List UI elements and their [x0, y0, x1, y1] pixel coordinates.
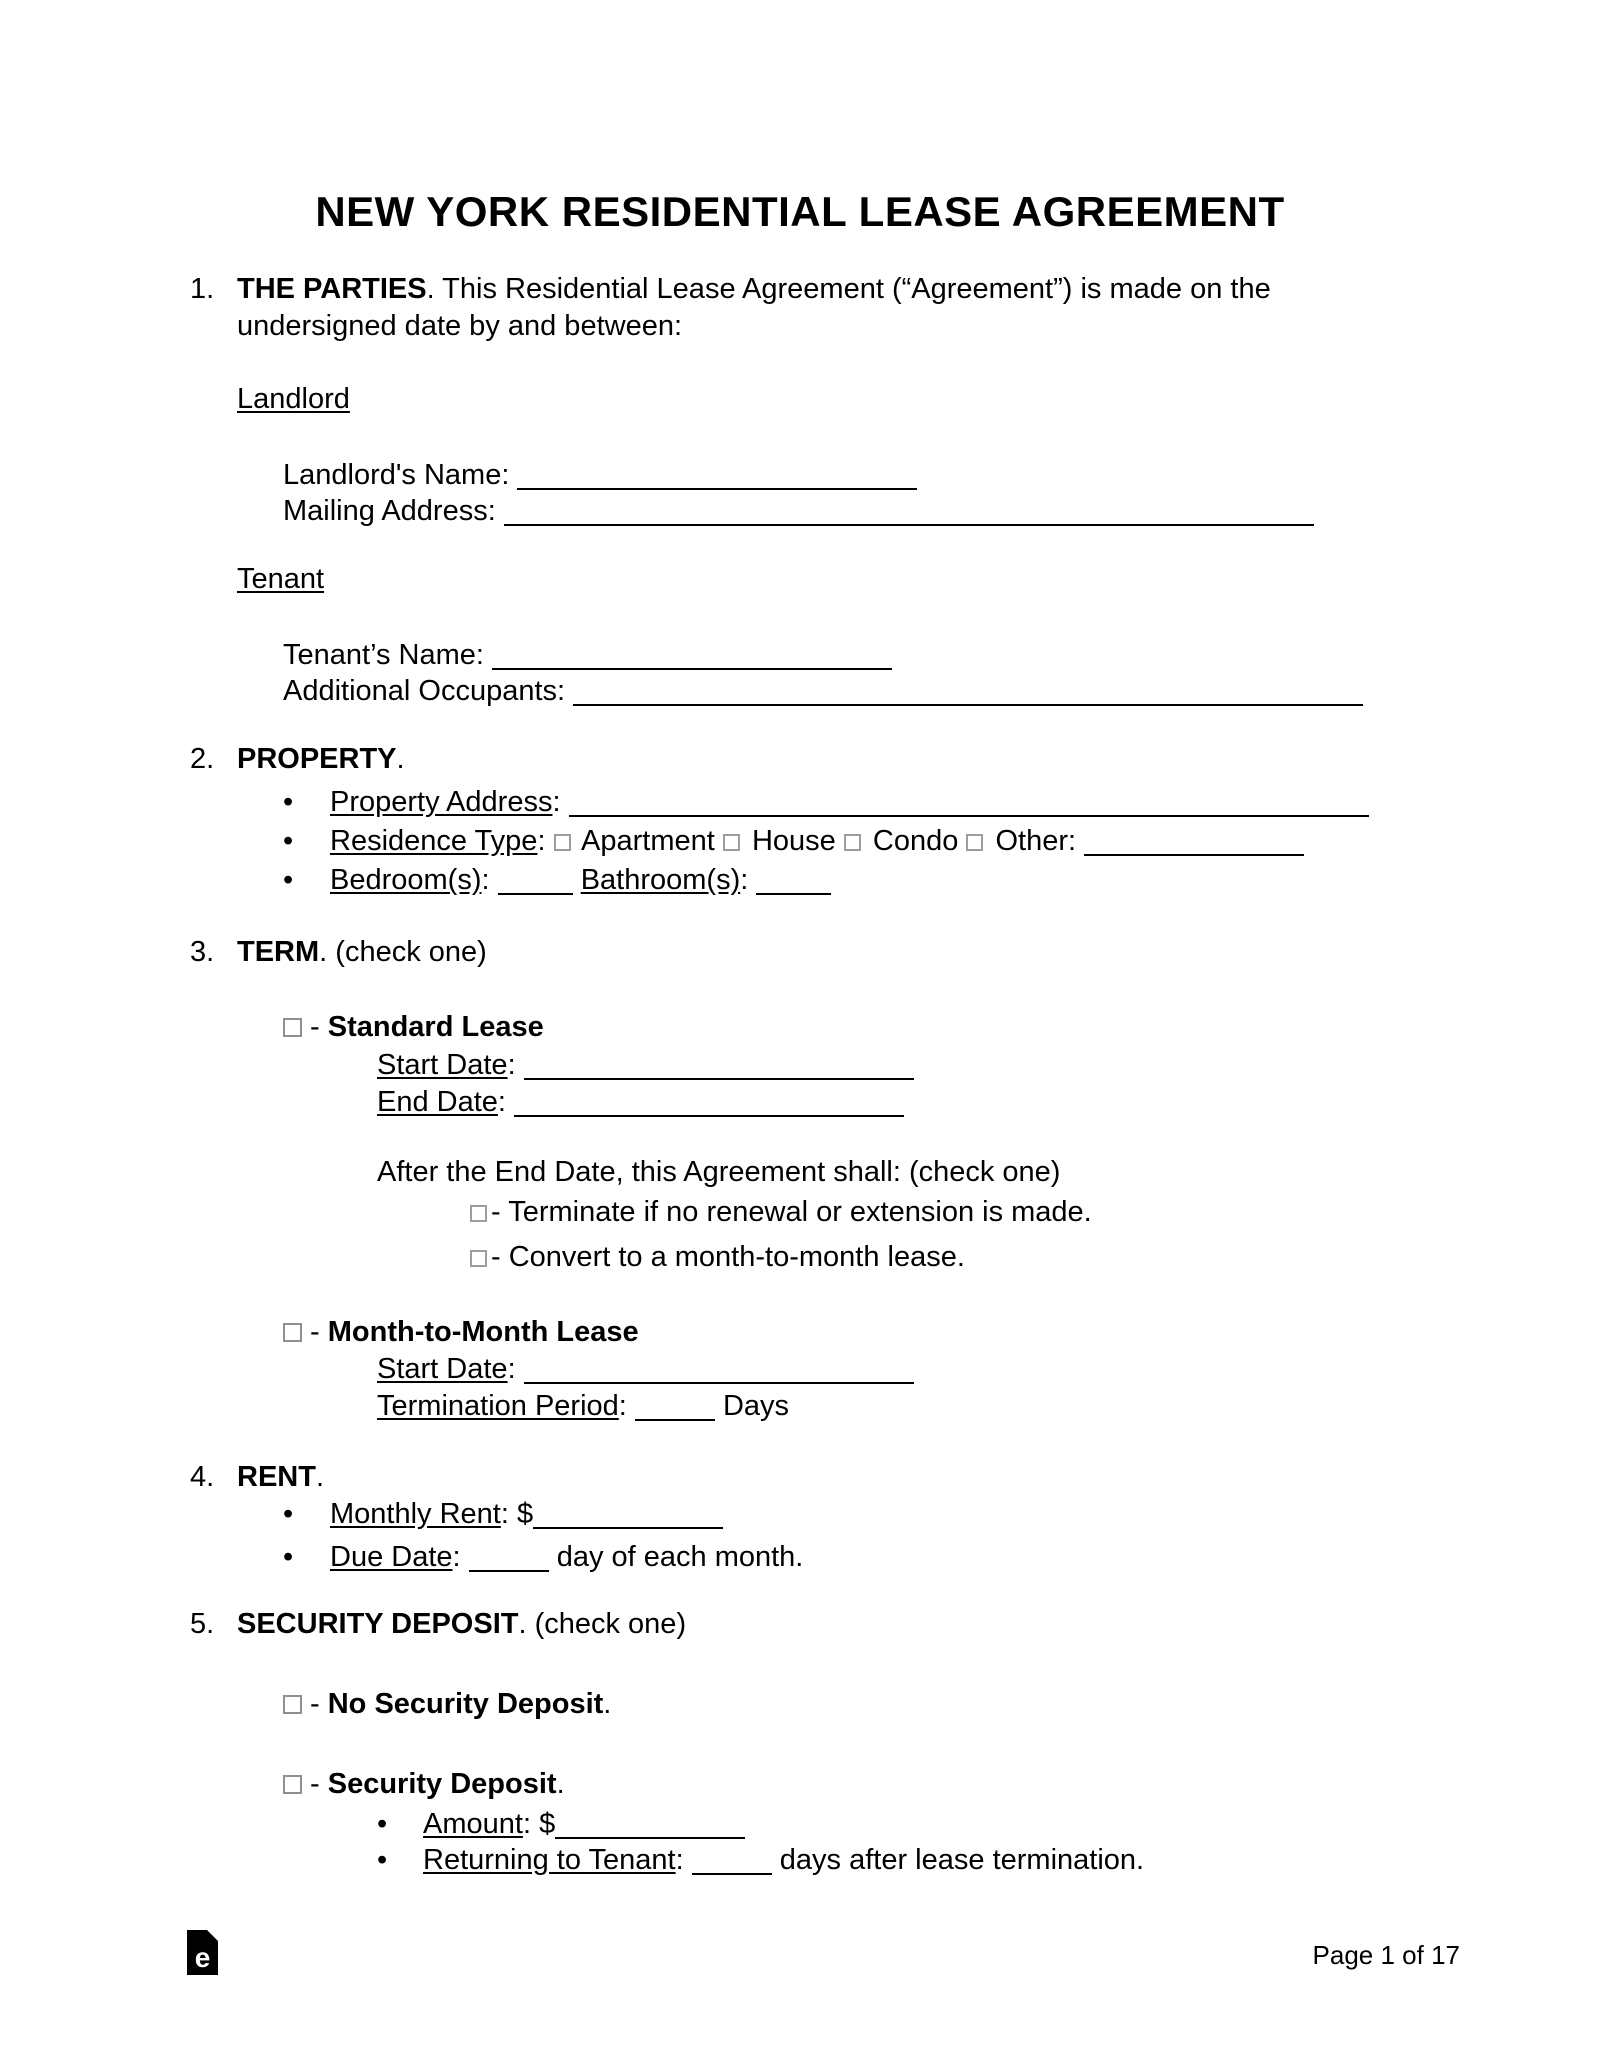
section-number: 1. — [190, 273, 215, 305]
section-heading: THE PARTIES — [237, 273, 427, 305]
section-body: . This Residential Lease Agreement (“Agreement”) is made on the undersigned date by and between: — [237, 273, 1271, 342]
monthly-rent-blank-field[interactable] — [533, 1527, 723, 1529]
standard-start-date-row — [377, 1047, 914, 1084]
section-number: 2. — [190, 743, 215, 775]
bullet-icon: • — [283, 1498, 294, 1530]
property-address-label: Property Address — [330, 786, 553, 818]
standard-start-date-blank-field[interactable] — [524, 1078, 914, 1080]
colon: : — [497, 1086, 506, 1118]
terminate-option-label: Terminate if no renewal or extension is made. — [508, 1196, 1092, 1228]
colon: : — [481, 864, 490, 896]
due-date-label: Due Date — [330, 1541, 453, 1573]
period: . — [556, 1768, 565, 1800]
standard-end-date-blank-field[interactable] — [514, 1115, 904, 1117]
colon: : — [452, 1541, 461, 1573]
colon: : — [522, 1808, 532, 1840]
section-heading-suffix: . — [315, 1461, 325, 1493]
m2m-start-date-blank-field[interactable] — [524, 1382, 914, 1384]
dash: - — [491, 1241, 501, 1273]
section-the-parties — [190, 271, 1422, 345]
bedrooms-blank-field[interactable] — [498, 893, 573, 895]
dollar-sign: $ — [539, 1808, 556, 1840]
landlord-name-blank-field[interactable] — [517, 488, 917, 490]
additional-occupants-label: Additional Occupants: — [283, 675, 566, 707]
convert-option-label: Convert to a month-to-month lease. — [508, 1241, 965, 1273]
dash: - — [310, 1316, 320, 1348]
due-date-blank-field[interactable] — [469, 1570, 549, 1572]
apartment-checkbox[interactable] — [554, 834, 571, 851]
condo-option-label: Condo — [872, 825, 959, 857]
page-number: Page 1 of 17 — [1312, 1940, 1460, 1970]
dash: - — [310, 1011, 320, 1043]
section-number: 4. — [190, 1461, 215, 1493]
dash: - — [310, 1768, 320, 1800]
dollar-sign: $ — [516, 1498, 534, 1530]
m2m-start-date-row — [377, 1351, 914, 1388]
mailing-address-blank-field[interactable] — [504, 524, 1314, 526]
landlord-heading-row — [237, 381, 350, 418]
end-date-label: End Date — [377, 1086, 498, 1118]
additional-occupants-row — [283, 673, 1363, 710]
monthly-rent-row — [283, 1496, 723, 1533]
mailing-address-label: Mailing Address: — [283, 495, 496, 527]
apartment-option-label: Apartment — [581, 825, 715, 857]
section-heading-suffix: . — [396, 743, 405, 775]
house-option-label: House — [751, 825, 836, 857]
security-deposit-checkbox[interactable] — [283, 1775, 302, 1794]
condo-checkbox[interactable] — [844, 834, 861, 851]
deposit-amount-row — [377, 1806, 745, 1843]
section-term — [190, 934, 487, 971]
bullet-icon: • — [283, 825, 294, 857]
no-security-deposit-row — [283, 1686, 611, 1723]
colon: : — [507, 1353, 516, 1385]
returning-to-tenant-label: Returning to Tenant — [423, 1844, 676, 1876]
tenant-heading-row — [237, 561, 324, 598]
terminate-option-row — [470, 1194, 1092, 1231]
bullet-icon: • — [377, 1808, 388, 1840]
section-heading-suffix: . (check one) — [319, 936, 487, 968]
residence-type-row — [283, 823, 1304, 860]
bullet-icon: • — [283, 864, 294, 896]
bathrooms-blank-field[interactable] — [756, 893, 831, 895]
section-heading-suffix: . (check one) — [518, 1608, 687, 1640]
tenant-name-label: Tenant’s Name: — [283, 639, 484, 671]
returning-days-blank-field[interactable] — [692, 1873, 772, 1875]
dash: - — [310, 1688, 320, 1720]
other-checkbox[interactable] — [966, 834, 983, 851]
no-security-deposit-label: No Security Deposit — [327, 1688, 604, 1720]
section-heading: RENT — [237, 1461, 316, 1493]
termination-period-label: Termination Period — [377, 1390, 619, 1422]
tenant-name-blank-field[interactable] — [492, 668, 892, 670]
section-heading: PROPERTY — [237, 743, 397, 775]
no-security-deposit-checkbox[interactable] — [283, 1695, 302, 1714]
section-heading: TERM — [237, 936, 320, 968]
standard-lease-label: Standard Lease — [327, 1011, 544, 1043]
property-address-blank-field[interactable] — [569, 815, 1369, 817]
tenant-name-row — [283, 637, 892, 674]
colon: : — [552, 786, 561, 818]
standard-end-date-row — [377, 1084, 904, 1121]
bullet-icon: • — [377, 1844, 388, 1876]
termination-period-blank-field[interactable] — [635, 1419, 715, 1421]
house-checkbox[interactable] — [723, 834, 740, 851]
due-date-suffix: day of each month. — [556, 1541, 804, 1573]
landlord-heading: Landlord — [237, 383, 350, 415]
section-rent — [190, 1459, 324, 1496]
bullet-icon: • — [283, 786, 294, 818]
bedrooms-label: Bedroom(s) — [330, 864, 482, 896]
monthly-rent-label: Monthly Rent — [330, 1498, 501, 1530]
tenant-heading: Tenant — [237, 563, 325, 595]
section-property — [190, 741, 405, 778]
due-date-row — [283, 1539, 803, 1576]
other-blank-field[interactable] — [1084, 854, 1304, 856]
mailing-address-row — [283, 493, 1314, 530]
start-date-label: Start Date — [377, 1049, 508, 1081]
other-option-label: Other: — [995, 825, 1077, 857]
security-deposit-label: Security Deposit — [327, 1768, 557, 1800]
additional-occupants-blank-field[interactable] — [573, 704, 1363, 706]
section-number: 3. — [190, 936, 215, 968]
month-to-month-checkbox[interactable] — [283, 1323, 302, 1342]
convert-checkbox[interactable] — [470, 1250, 487, 1267]
after-end-date-text: After the End Date, this Agreement shall: (check one) — [377, 1156, 1061, 1188]
terminate-checkbox[interactable] — [470, 1205, 487, 1222]
termination-period-row — [377, 1388, 789, 1425]
eforms-logo-icon — [187, 1930, 218, 1975]
period: . — [603, 1688, 612, 1720]
section-security-deposit — [190, 1606, 686, 1643]
section-number: 5. — [190, 1608, 215, 1640]
amount-label: Amount — [423, 1808, 523, 1840]
colon: : — [507, 1049, 516, 1081]
colon: : — [740, 864, 749, 896]
landlord-name-row — [283, 457, 917, 494]
after-end-date-row — [377, 1154, 1060, 1191]
month-to-month-row — [283, 1314, 639, 1351]
colon: : — [500, 1498, 509, 1530]
colon: : — [537, 825, 546, 857]
eforms-logo-letter: e — [194, 1942, 211, 1973]
dash: - — [491, 1196, 501, 1228]
property-address-row — [283, 784, 1369, 821]
convert-option-row — [470, 1239, 965, 1276]
residence-type-label: Residence Type — [330, 825, 538, 857]
landlord-name-label: Landlord's Name: — [283, 459, 510, 491]
document-title: NEW YORK RESIDENTIAL LEASE AGREEMENT — [315, 188, 1285, 235]
days-suffix: Days — [722, 1390, 790, 1422]
returning-suffix: days after lease termination. — [779, 1844, 1145, 1876]
deposit-amount-blank-field[interactable] — [555, 1837, 745, 1839]
security-deposit-row — [283, 1766, 565, 1803]
month-to-month-label: Month-to-Month Lease — [327, 1316, 639, 1348]
standard-lease-row — [283, 1009, 544, 1046]
standard-lease-checkbox[interactable] — [283, 1018, 302, 1037]
start-date-label: Start Date — [377, 1353, 508, 1385]
section-heading: SECURITY DEPOSIT — [237, 1608, 519, 1640]
colon: : — [675, 1844, 684, 1876]
bullet-icon: • — [283, 1541, 294, 1573]
bedrooms-bathrooms-row — [283, 862, 831, 899]
colon: : — [618, 1390, 627, 1422]
bathrooms-label: Bathroom(s) — [580, 864, 741, 896]
returning-to-tenant-row — [377, 1842, 1144, 1879]
